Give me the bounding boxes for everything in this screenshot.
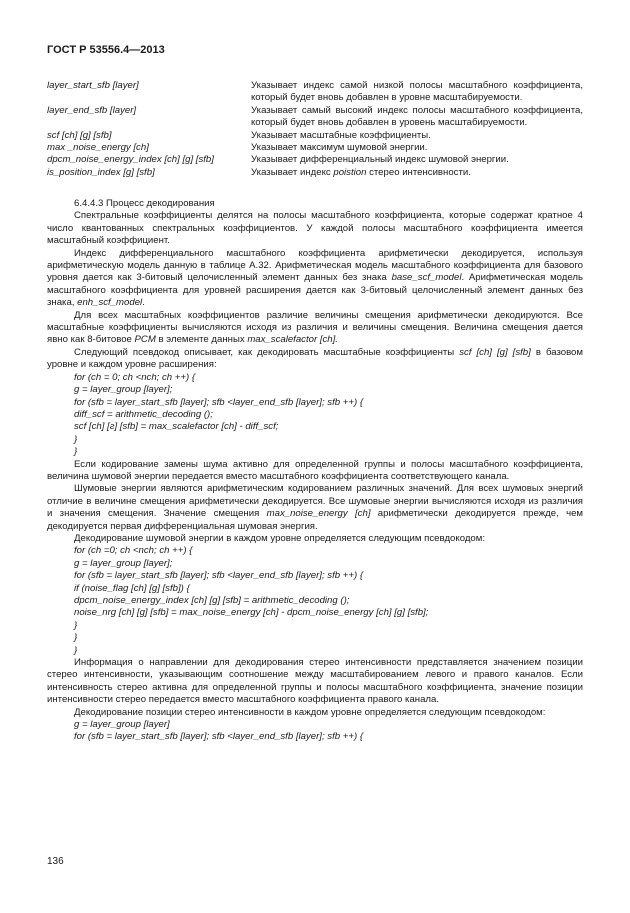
- definition-row: [47, 142, 583, 154]
- code-line: g = layer_group [layer];: [74, 557, 173, 569]
- code-line: if (noise_flag [ch] [g] [sfb]) {: [74, 582, 190, 594]
- definition-desc: Указывает дифференциальный индекс шумовой энергии.: [251, 154, 509, 166]
- definition-term: layer_start_sfb [layer]: [47, 80, 139, 91]
- section-title: 6.4.4.3 Процесс декодирования: [74, 198, 215, 209]
- paragraph: Следующий псевдокод описывает, как декодировать масштабные коэффициенты scf [ch] [g] [sfb] в базовом уровне и каждом уровне расширения:: [47, 346, 583, 371]
- paragraph: Если кодирование замены шума активно для определенной группы и полосы масштабного коэффициента, величина шумовой энергии передается вместо масштабного коэффициента соответствующего канала.: [47, 458, 583, 482]
- code-line: }: [74, 446, 78, 458]
- definitions-list: [47, 80, 583, 179]
- code-line: noise_nrg [ch] [g] [sfb] = max_noise_energy [ch] - dpcm_noise_energy [ch] [g] [sfb];: [74, 607, 429, 619]
- document-header: ГОСТ Р 53556.4—2013: [47, 44, 165, 56]
- paragraph: Индекс дифференциального масштабного коэффициента арифметически декодируется, используя арифметическую модель данную в таблице А.32. Арифметическая модель масштабного коэффициента для базового уровня дается как 3-битовый целочисленный элемент данных без знака base_scf_model. Арифметическая модель масштабного коэффициента для уровней расширения дается как 3-битовый целочисленный элемент данных без знака, enh_scf_model.: [47, 247, 583, 309]
- code-block: [47, 545, 583, 657]
- code-line: for (sfb = layer_start_sfb [layer]; sfb <layer_end_sfb [layer]; sfb ++) {: [74, 731, 364, 743]
- document-body: [47, 198, 583, 744]
- code-line: diff_scf = arithmetic_decoding ();: [74, 408, 213, 420]
- definition-desc: Указывает масштабные коэффициенты.: [251, 129, 431, 141]
- definition-term: dpcm_noise_energy_index [ch] [g] [sfb]: [47, 154, 214, 166]
- definition-row: [47, 167, 583, 179]
- definition-term: max _noise_energy [ch]: [47, 142, 149, 154]
- paragraph: Шумовые энергии являются арифметическим кодированием различных значений. Для всех шумовых энергий отличие в величине смещения арифметически декодируется. Все шумовые энергии вычисляются исходя из различия и значения смещения. Значение смещения max_noise_energy [ch] арифметически декодируется прежде, чем декодируется первая дифференциальная шумовая энергия.: [47, 483, 584, 532]
- paragraph: Декодирование позиции стерео интенсивности в каждом уровне определяется следующим псевдокодом:: [74, 706, 546, 718]
- code-line: }: [74, 433, 78, 445]
- definition-term: scf [ch] [g] [sfb]: [47, 129, 112, 141]
- code-line: for (ch =0; ch <nch; ch ++) {: [74, 545, 193, 557]
- definition-desc: Указывает самый высокий индекс полосы масштабного коэффициента, который будет вновь добавлен в уровень масштабируемости.: [251, 104, 583, 129]
- page-number: 136: [47, 856, 64, 867]
- definition-term: layer_end_sfb [layer]: [47, 104, 137, 116]
- definition-row: [47, 154, 583, 166]
- definition-row: [47, 105, 583, 130]
- definition-row: [47, 130, 583, 142]
- definition-desc: Указывает индекс самой низкой полосы масштабного коэффициента, который будет вновь добавлен в уровне масштабируемости.: [251, 80, 583, 104]
- code-line: scf [ch] [г] [sfb] = max_scalefactor [ch] - diff_scf;: [74, 421, 279, 433]
- paragraph: Спектральные коэффициенты делятся на полосы масштабного коэффициента, которые содержат кратное 4 число квантованных спектральных коэффициентов. У каждой полосы масштабного коэффициента имеется масштабный коэффициент.: [47, 210, 583, 247]
- code-line: for (sfb = layer_start_sfb [layer]; sfb <layer_end_sfb [layer]; sfb ++) {: [74, 570, 364, 582]
- definition-row: [47, 80, 583, 105]
- code-line: }: [74, 632, 78, 644]
- code-line: }: [74, 619, 78, 631]
- definition-desc: Указывает индекс poistion стерео интенсивности.: [251, 166, 471, 178]
- code-block: [47, 719, 583, 744]
- code-block: [47, 372, 583, 459]
- code-line: for (ch = 0; ch <nch; ch ++) {: [74, 371, 196, 383]
- code-line: for (sfb = layer_start_sfb [layer]; sfb <layer_end_sfb [layer]; sfb ++) {: [74, 396, 364, 408]
- definition-term: is_position_index [g] [sfb]: [47, 166, 155, 178]
- paragraph: Для всех масштабных коэффициентов различие величины смещения арифметически декодируются. Все масштабные коэффициенты вычисляются исходя из различия и величины смещения. Величина смещения дается явно как 8-битовое PCM в элементе данных max_scalefactor [ch].: [47, 309, 583, 346]
- code-line: g = layer_group [layer]: [74, 719, 170, 731]
- code-line: }: [74, 644, 78, 656]
- code-line: g = layer_group [layer];: [74, 384, 173, 396]
- paragraph: Информация о направлении для декодирования стерео интенсивности представляется значением позиции стерео интенсивности, указывающим соотношение между масштабированием левого и правого каналов. Если интенсивность стерео активна для определенной группы и полосы масштабного коэффициента, значение позиции интенсивности стерео передается вместо масштабного коэффициента правого канала.: [47, 657, 583, 706]
- paragraph: Декодирование шумовой энергии в каждом уровне определяется следующим псевдокодом:: [74, 532, 486, 544]
- code-line: dpcm_noise_energy_index [ch] [g] [sfb] = arithmetic_decoding ();: [74, 595, 350, 606]
- definition-desc: Указывает максимум шумовой энергии.: [251, 142, 428, 154]
